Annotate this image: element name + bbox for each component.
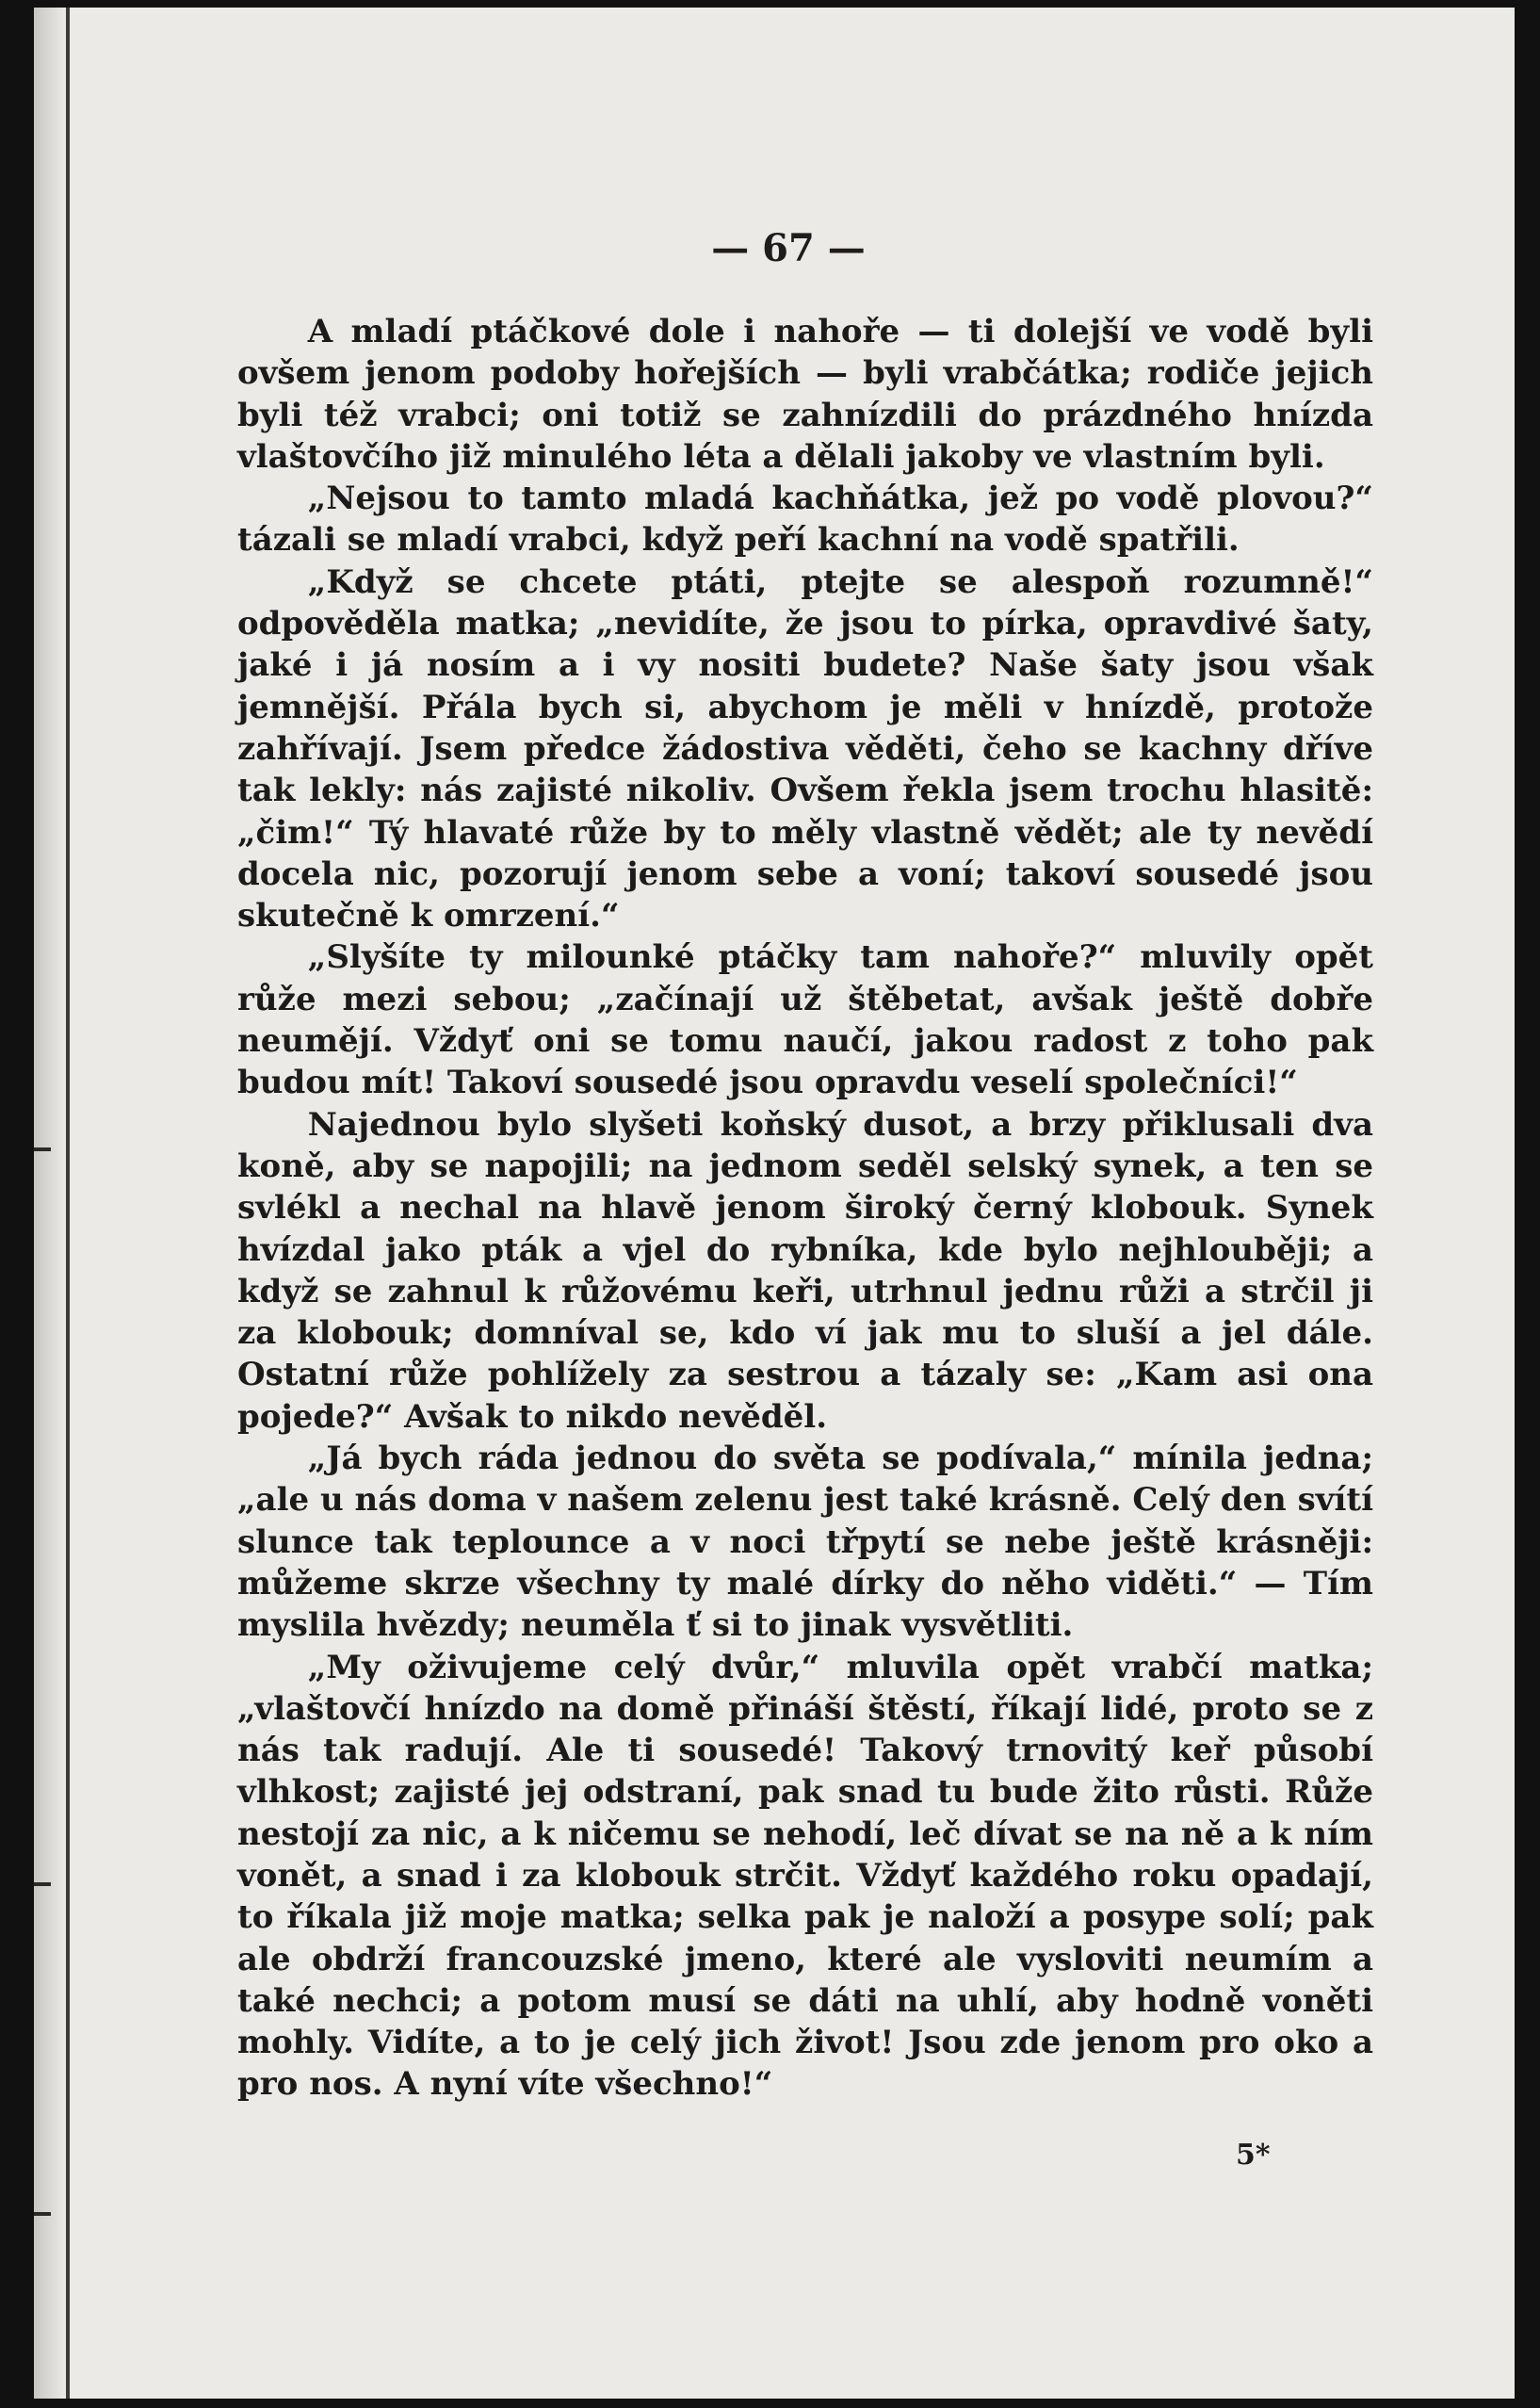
- paragraph: „Já bych ráda jednou do světa se podívala,“ mínila jedna; „ale u nás doma v našem zelenu jest také krásně. Celý den svítí slunce tak teplounce a v noci třpytí se nebe ještě krásněji: můžeme skrze všechny ty malé dírky do něho viděti.“ — Tím myslila hvězdy; neuměla ť si to jinak vysvětliti.: [237, 1440, 1373, 1645]
- margin-mark: [34, 2212, 51, 2216]
- paragraph: Najednou bylo slyšeti koňský dusot, a brzy přiklusali dva koně, aby se napojili; na jednom seděl selský synek, a ten se svlékl a nechal na hlavě jenom široký černý klobouk. Synek hvízdal jako pták a vjel do rybníka, kde bylo nejhlouběji; a když se zahnul k růžovému keři, utrhnul jednu růži a strčil ji za klobouk; domníval se, kdo ví jak mu to sluší a jel dále. Ostatní růže pohlížely za sestrou a tázaly se: „Kam asi ona pojede?“ Avšak to nikdo nevěděl.: [237, 1105, 1373, 1436]
- page-number: — 67 —: [711, 226, 866, 270]
- paragraph: A mladí ptáčkové dole i nahoře — ti dolejší ve vodě byli ovšem jenom podoby hořejších — byli vrabčátka; rodiče jejich byli též vrabci; oni totiž se zahnízdili do prázdného hnízda vlaštovčího již minulého léta a dělali jakoby ve vlastním byli.: [237, 313, 1373, 476]
- page-gutter-line: [66, 8, 70, 2399]
- paragraph: „Když se chcete ptáti, ptejte se alespoň rozumně!“ odpověděla matka; „nevidíte, že jsou to pírka, opravdivé šaty, jaké i já nosím a i vy nositi budete? Naše šaty jsou však jemnější. Přála bych si, abychom je měli v hnízdě, protože zahřívají. Jsem předce žádostiva věděti, čeho se kachny dříve tak lekly: nás zajisté nikoliv. Ovšem řekla jsem trochu hlasitě: „čim!“ Tý hlavaté růže by to měly vlastně vědět; ale ty nevědí docela nic, pozorují jenom sebe a voní; takoví sousedé jsou skutečně k omrzení.“: [237, 562, 1373, 936]
- paragraph: „My oživujeme celý dvůr,“ mluvila opět vrabčí matka; „vlaštovčí hnízdo na domě přináší štěstí, říkají lidé, proto se z nás tak radují. Ale ti sousedé! Takový trnovitý keř působí vlhkost; zajisté jej odstraní, pak snad tu bude žito růsti. Růže nestojí za nic, a k ničemu se nehodí, leč dívat se na ně a k ním vonět, a snad i za klobouk strčit. Vždyť každého roku opadají, to říkala již moje matka; selka pak je naloží a posype solí; pak ale obdrží francouzské jmeno, které ale vysloviti neumím a také nechci; a potom musí se dáti na uhlí, aby hodně voněti mohly. Vidíte, a to je celý jich život! Jsou zde jenom pro oko a pro nos. A nyní víte všechno!“: [237, 1648, 1373, 2104]
- body-text: [237, 311, 1373, 2106]
- paragraph: „Nejsou to tamto mladá kachňátka, jež po vodě plovou?“ tázali se mladí vrabci, když peří kachní na vodě spatřili.: [237, 480, 1373, 560]
- signature-mark: 5*: [1236, 2139, 1271, 2172]
- margin-mark: [34, 1147, 51, 1151]
- book-page: [34, 8, 1515, 2399]
- paragraph: „Slyšíte ty milounké ptáčky tam nahoře?“ mluvily opět růže mezi sebou; „začínají už štěbetat, avšak ještě dobře neumějí. Vždyť oni se tomu naučí, jakou radost z toho pak budou mít! Takoví sousedé jsou opravdu veselí společníci!“: [237, 938, 1373, 1102]
- margin-mark: [34, 1882, 51, 1886]
